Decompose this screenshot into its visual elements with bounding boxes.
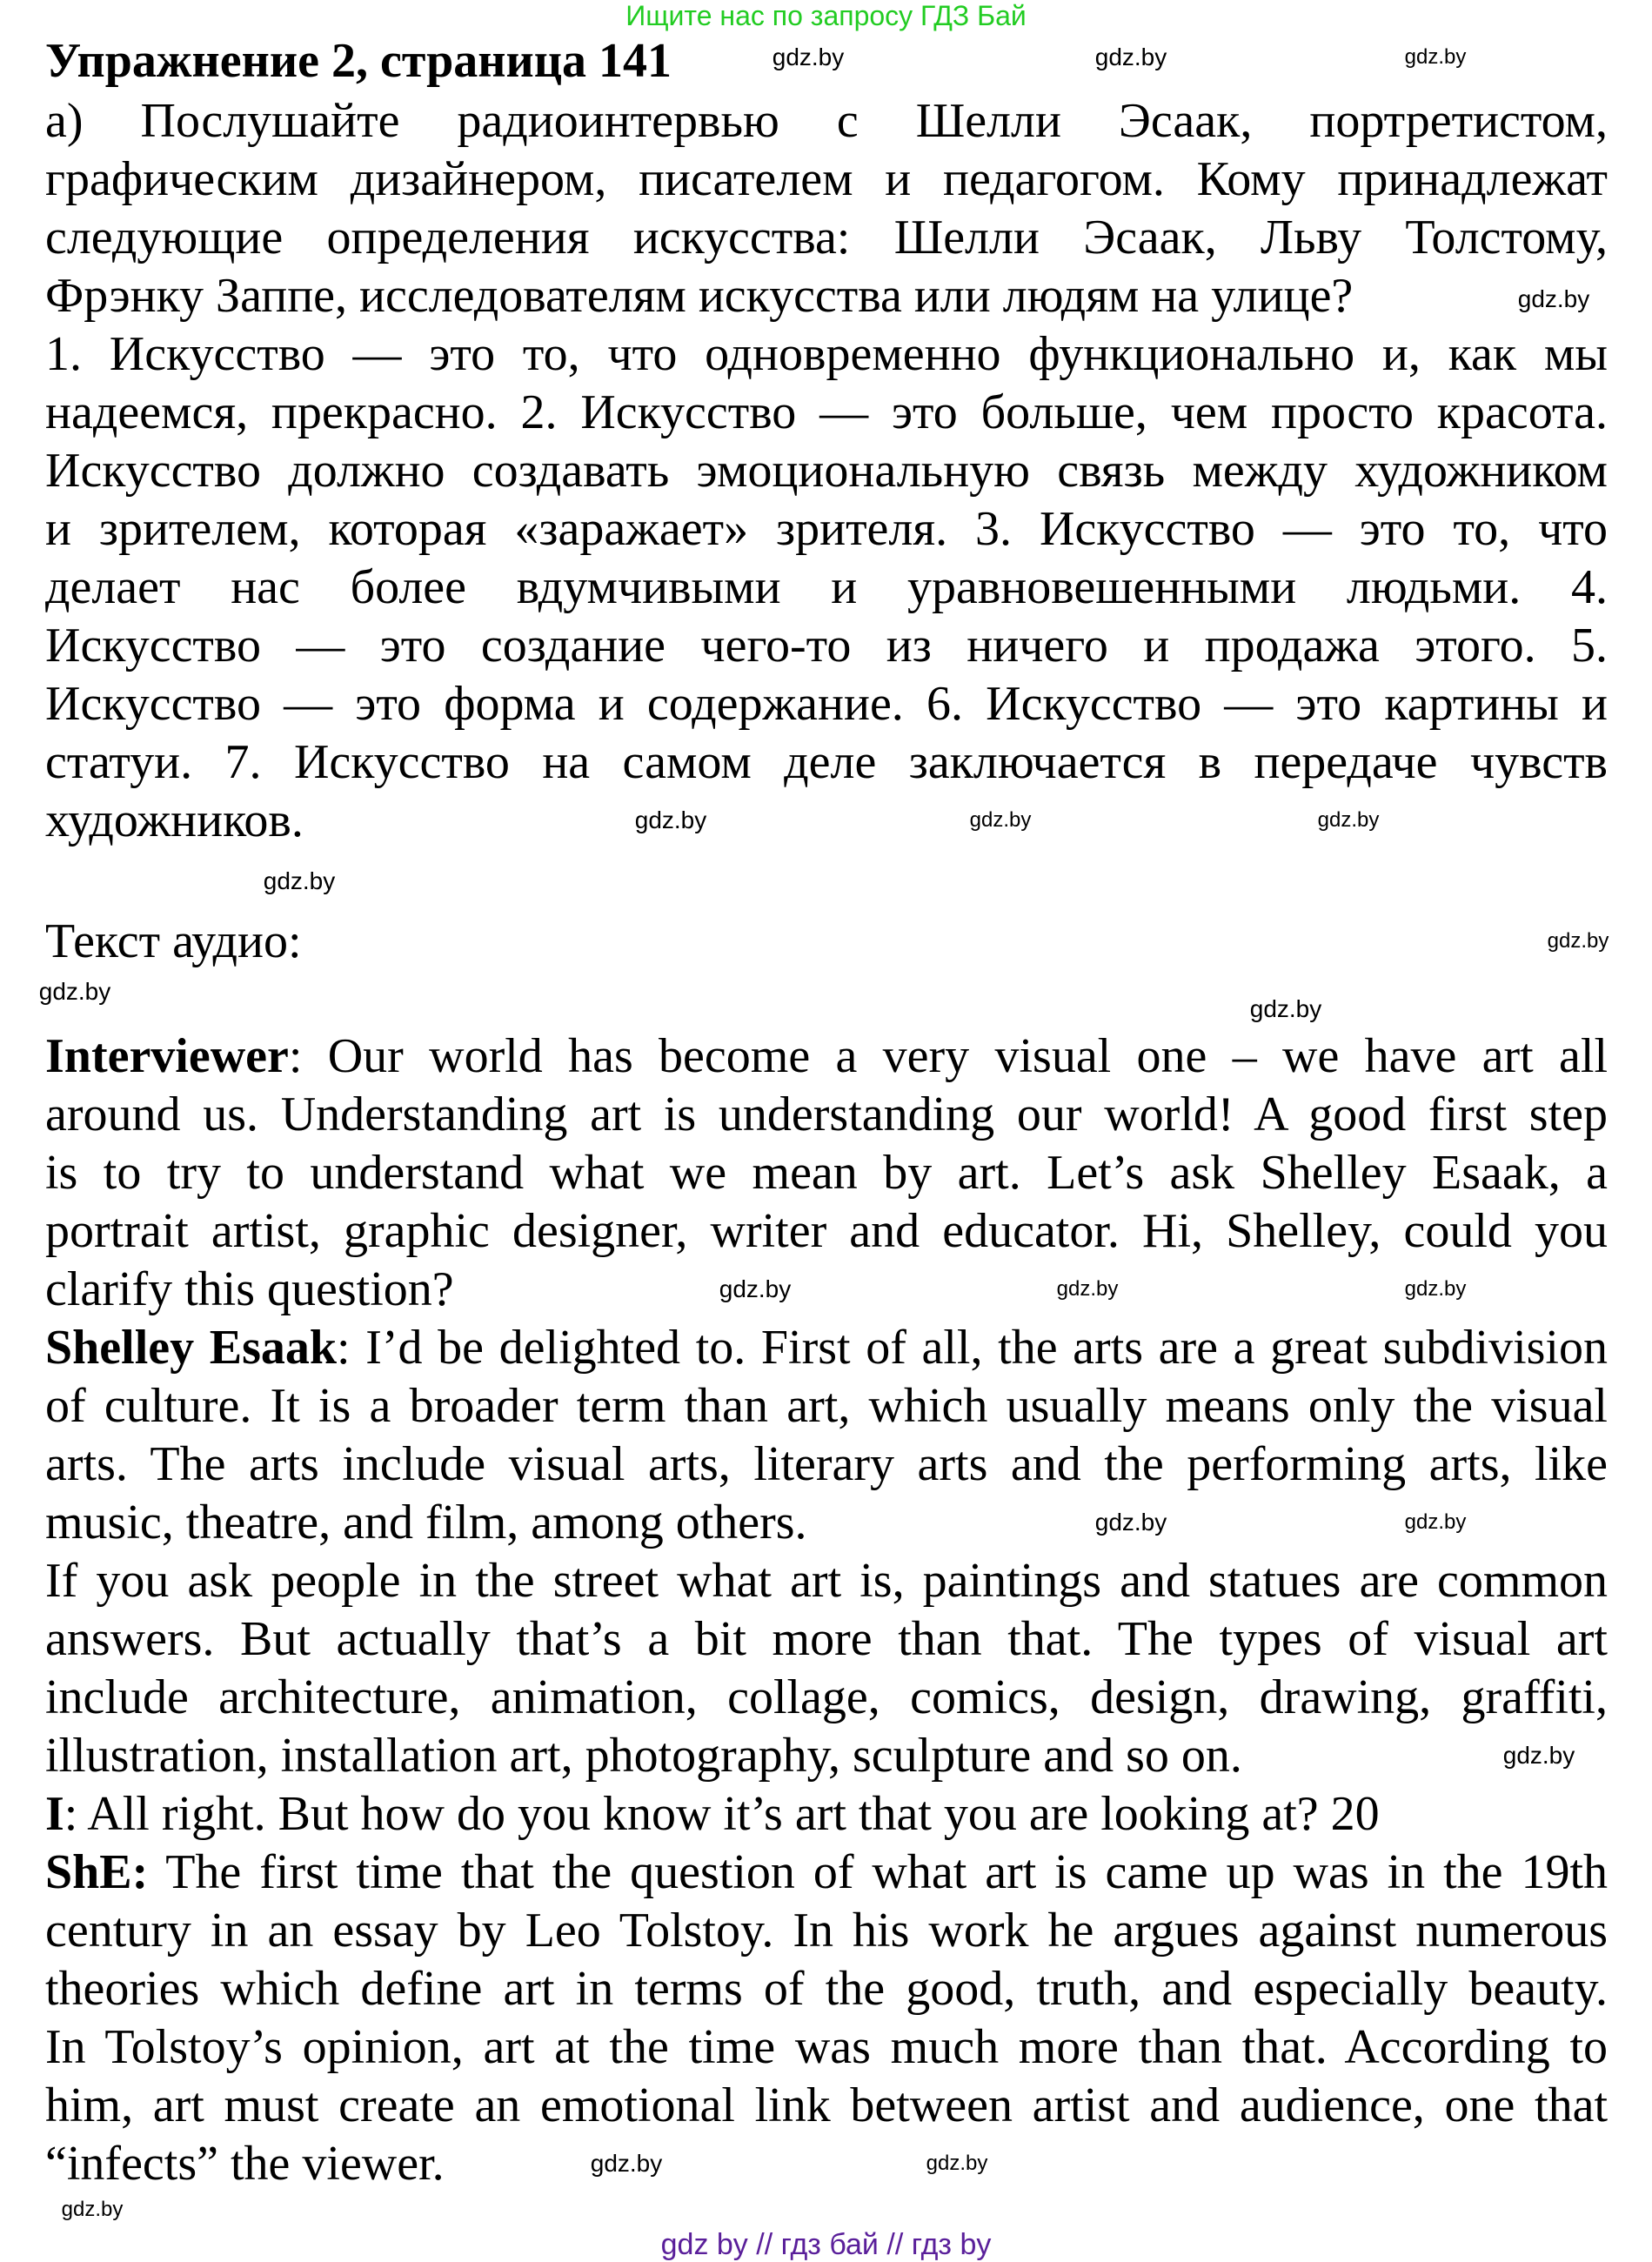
- footer-links: gdz by // гдз бай // гдз by: [660, 2228, 992, 2261]
- line-text: и зрителем, которая «заражает» зрителя. 3. Искусство — это то, что: [45, 502, 1608, 556]
- watermark: gdz.by: [926, 2152, 988, 2175]
- line-text: следующие определения искусства: Шелли Эсаак, Льву Толстому,: [45, 211, 1608, 264]
- text-line: [45, 1552, 1608, 1610]
- watermark: gdz.by: [1094, 44, 1167, 70]
- watermark: gdz.by: [61, 2198, 124, 2221]
- audio-text-label: Текст аудио:: [45, 914, 302, 968]
- watermark: gdz.by: [719, 1275, 792, 1302]
- speaker-name: Interviewer: [45, 1029, 289, 1083]
- watermark: gdz.by: [969, 808, 1032, 832]
- watermark: gdz.by: [1317, 808, 1380, 832]
- line-text: is to try to understand what we mean by art. Let’s ask Shelley Esaak, a: [45, 1146, 1608, 1200]
- watermark: gdz.by: [1547, 929, 1609, 953]
- transcript-text: [45, 1027, 1608, 2193]
- text-line: [45, 92, 1608, 151]
- line-text: portrait artist, graphic designer, writer and educator. Hi, Shelley, could you: [45, 1204, 1608, 1258]
- text-line: [45, 1960, 1608, 2018]
- text-line: [45, 1844, 1608, 1902]
- text-line: [45, 1436, 1608, 1494]
- line-text: If you ask people in the street what art is, paintings and statues are common: [45, 1554, 1608, 1608]
- text-line: [45, 1494, 1608, 1552]
- watermark: gdz.by: [263, 867, 336, 894]
- text-line: [45, 1144, 1608, 1202]
- text-line: [45, 1902, 1608, 1960]
- line-text: arts. The arts include visual arts, literary arts and the performing arts, like: [45, 1437, 1608, 1491]
- text-line: [45, 1027, 1608, 1086]
- speaker-name: Shelley Esaak: [45, 1321, 338, 1375]
- line-text: century in an essay by Leo Tolstoy. In his work he argues against numerous: [45, 1904, 1608, 1958]
- line-text: answers. But actually that’s a bit more than that. The types of visual art: [45, 1612, 1608, 1666]
- text-line: [45, 151, 1608, 209]
- text-line: [45, 1727, 1608, 1785]
- line-text: Фрэнку Заппе, исследователям искусства или людям на улице?: [45, 269, 1354, 323]
- line-text: Искусство — это форма и содержание. 6. Искусство — это картины и: [45, 677, 1608, 731]
- text-line: [45, 1377, 1608, 1436]
- watermark: gdz.by: [1404, 45, 1467, 69]
- line-text: а) Послушайте радиоинтервью с Шелли Эсаак, портретистом,: [45, 94, 1608, 148]
- text-line: [45, 733, 1608, 792]
- text-line: [45, 1261, 1608, 1319]
- watermark: gdz.by: [634, 806, 707, 833]
- line-text: clarify this question?: [45, 1262, 454, 1316]
- speaker-name: ShE:: [45, 1845, 149, 1899]
- line-text: графическим дизайнером, писателем и педагогом. Кому принадлежат: [45, 152, 1608, 206]
- line-text: статуи. 7. Искусство на самом деле заключается в передаче чувств: [45, 735, 1608, 789]
- line-text: include architecture, animation, collage, comics, design, drawing, graffiti,: [45, 1670, 1608, 1724]
- watermark: gdz.by: [590, 2150, 663, 2177]
- line-text: : All right. But how do you know it’s art that you are looking at? 20: [64, 1787, 1380, 1841]
- text-line: [45, 2077, 1608, 2135]
- text-line: [45, 1669, 1608, 1727]
- text-line: [45, 1319, 1608, 1377]
- watermark: gdz.by: [1517, 285, 1590, 312]
- line-text: : I’d be delighted to. First of all, the arts are a great subdivision: [337, 1321, 1608, 1375]
- text-line: [45, 209, 1608, 267]
- watermark: gdz.by: [1249, 995, 1322, 1022]
- watermark: gdz.by: [1404, 1510, 1467, 1534]
- watermark: gdz.by: [1404, 1277, 1467, 1301]
- text-line: [45, 559, 1608, 617]
- text-line: [45, 1785, 1608, 1844]
- text-line: [45, 1086, 1608, 1144]
- line-text: In Tolstoy’s opinion, art at the time was much more than that. According to: [45, 2020, 1608, 2074]
- watermark: gdz.by: [38, 978, 111, 1005]
- line-text: надеемся, прекрасно. 2. Искусство — это больше, чем просто красота.: [45, 385, 1608, 439]
- line-text: illustration, installation art, photography, sculpture and so on.: [45, 1729, 1242, 1783]
- line-text: music, theatre, and film, among others.: [45, 1496, 807, 1549]
- text-line: [45, 500, 1608, 559]
- line-text: : Our world has become a very visual one – we have art all: [288, 1029, 1608, 1083]
- line-text: theories which define art in terms of the good, truth, and especially beauty.: [45, 1962, 1608, 2016]
- text-line: [45, 325, 1608, 384]
- text-line: [45, 2135, 1608, 2193]
- text-line: [45, 1610, 1608, 1669]
- text-line: [45, 2018, 1608, 2077]
- search-banner: Ищите нас по запросу ГДЗ Бай: [625, 0, 1027, 31]
- text-line: [45, 384, 1608, 442]
- text-line: [45, 267, 1608, 325]
- watermark: gdz.by: [1502, 1742, 1575, 1769]
- line-text: of culture. It is a broader term than art, which usually means only the visual: [45, 1379, 1608, 1433]
- line-text: Искусство — это создание чего-то из ничего и продажа этого. 5.: [45, 619, 1608, 673]
- speaker-name: I: [45, 1787, 64, 1841]
- line-text: 1. Искусство — это то, что одновременно функционально и, как мы: [45, 327, 1608, 381]
- page-title: Упражнение 2, страница 141: [45, 34, 672, 88]
- watermark: gdz.by: [1094, 1509, 1167, 1536]
- line-text: делает нас более вдумчивыми и уравновешенными людьми. 4.: [45, 560, 1608, 614]
- task-text: [45, 92, 1608, 850]
- line-text: Искусство должно создавать эмоциональную связь между художником: [45, 444, 1608, 498]
- line-text: around us. Understanding art is understanding our world! A good first step: [45, 1088, 1608, 1141]
- watermark: gdz.by: [1056, 1277, 1119, 1301]
- watermark: gdz.by: [772, 44, 845, 70]
- line-text: художников.: [45, 793, 304, 847]
- text-line: [45, 1202, 1608, 1261]
- text-line: [45, 617, 1608, 675]
- line-text: him, art must create an emotional link between artist and audience, one that: [45, 2078, 1608, 2132]
- text-line: [45, 675, 1608, 733]
- text-line: [45, 442, 1608, 500]
- line-text: “infects” the viewer.: [45, 2137, 445, 2191]
- line-text: The first time that the question of what art is came up was in the 19th: [148, 1845, 1608, 1899]
